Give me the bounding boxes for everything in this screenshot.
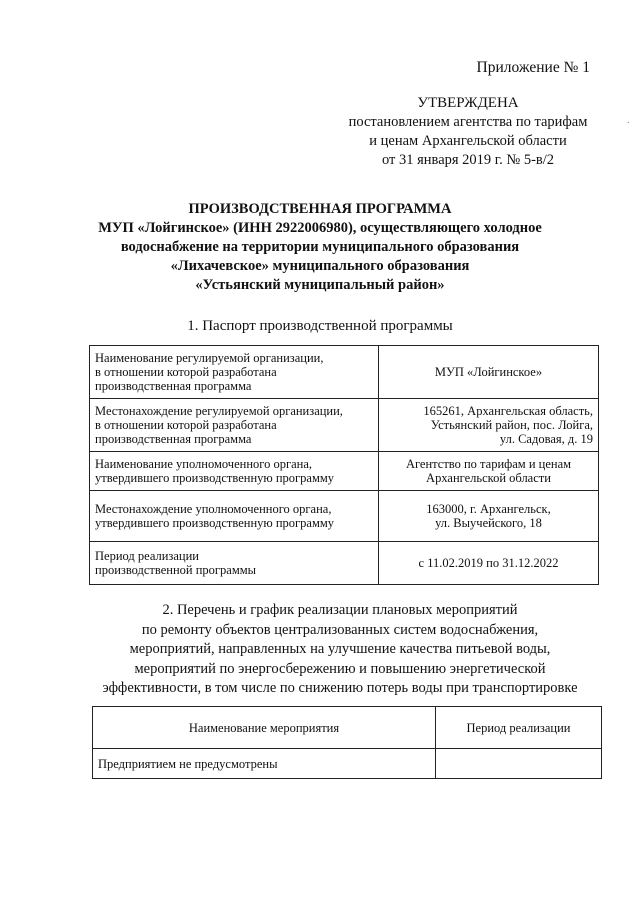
passport-table [89,345,599,585]
value-line: 165261, Архангельская область, [423,404,593,418]
approval-stamp [338,94,598,170]
passport-value [379,542,599,585]
program-title [40,200,600,295]
appendix-number: Приложение № 1 [476,59,590,76]
value-line: Устьянский район, пос. Лойга, [430,418,593,432]
approval-line: постановлением агентства по тарифам [348,114,588,130]
table-row [93,749,602,779]
value-line: ул. Выучейского, 18 [435,516,542,530]
label-line: производственная программа [95,432,252,446]
program-title-line: водоснабжение на территории муниципального образования [120,239,520,255]
event-period-cell [436,749,602,779]
section-2-title-line: мероприятий по энергосбережению и повышению энергетической [134,660,546,677]
table-row [90,399,599,452]
section-2-title-line: по ремонту объектов централизованных систем водоснабжения, [141,621,539,638]
value-line: с 11.02.2019 по 31.12.2022 [418,556,559,570]
label-line: производственная программа [95,379,252,393]
section-2-title-line: эффективности, в том числе по снижению потерь воды при транспортировке [102,680,578,696]
program-title-line: ПРОИЗВОДСТВЕННАЯ ПРОГРАММА [188,201,452,217]
value-line: 163000, г. Архангельск, [426,502,551,516]
approval-line: от 31 января 2019 г. № 5-в/2 [381,152,555,168]
section-2-title-line: мероприятий, направленных на улучшение качества питьевой воды, [129,641,551,657]
value-line: Архангельской области [426,471,551,485]
event-name-cell: Предприятием не предусмотрены [93,749,436,779]
passport-value [379,399,599,452]
table-row [90,491,599,542]
label-line: Наименование уполномоченного органа, [95,457,312,471]
label-line: производственной программы [95,563,257,577]
section-2-title-line: 2. Перечень и график реализации плановых мероприятий [162,602,518,618]
label-line: в отношении которой разработана [95,365,277,379]
passport-label [90,491,379,542]
approval-line: и ценам Архангельской области [369,133,567,149]
label-line: Местонахождение регулируемой организации, [95,404,343,418]
passport-label [90,346,379,399]
table-header-row [93,707,602,749]
label-line: утвердившего производственную программу [95,471,335,485]
label-line: в отношении которой разработана [95,418,277,432]
passport-label [90,399,379,452]
passport-label [90,452,379,491]
program-title-line: «Лихачевское» муниципального образования [170,258,470,274]
label-line: Период реализации [95,549,199,563]
table-row [90,542,599,585]
value-line: ул. Садовая, д. 19 [499,432,593,446]
table-row [90,452,599,491]
program-title-line: МУП «Лойгинское» (ИНН 2922006980), осуществляющего холодное [98,220,542,236]
passport-value [379,346,599,399]
value-line: Агентство по тарифам и ценам [405,457,572,471]
label-line: Местонахождение уполномоченного органа, [95,502,332,516]
label-line: утвердившего производственную программу [95,516,335,530]
column-header-period: Период реализации [436,707,602,749]
passport-value [379,491,599,542]
program-title-line: «Устьянский муниципальный район» [195,277,445,293]
value-line: МУП «Лойгинское» [434,365,543,379]
approved-heading: УТВЕРЖДЕНА [417,95,519,111]
section-2-title [60,601,620,699]
table-row [90,346,599,399]
label-line: Наименование регулируемой организации, [95,351,324,365]
section-1-title: 1. Паспорт производственной программы [187,318,453,334]
passport-value [379,452,599,491]
events-table [92,706,602,779]
column-header-event: Наименование мероприятия [93,707,436,749]
passport-label [90,542,379,585]
scan-speck: · [626,118,630,129]
